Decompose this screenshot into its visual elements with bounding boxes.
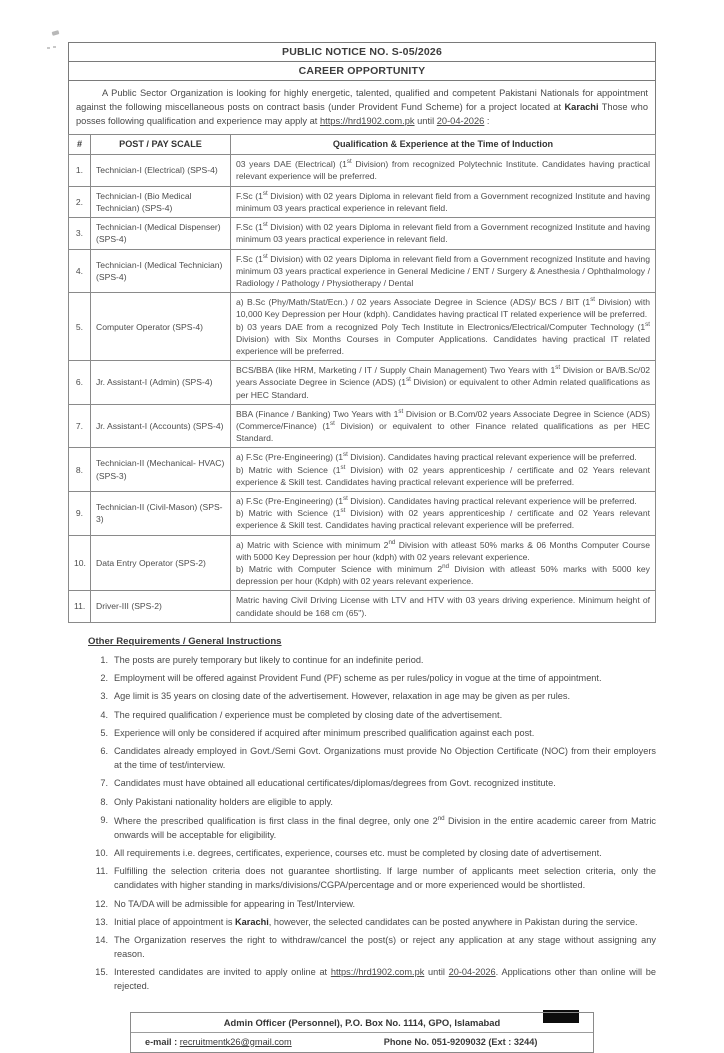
table-row xyxy=(69,218,656,249)
scan-artifact-dot-left xyxy=(47,47,50,49)
scan-artifact-dot-right xyxy=(53,46,56,48)
row-post-title: Jr. Assistant-I (Accounts) (SPS-4) xyxy=(91,404,231,448)
requirement-text: No TA/DA will be admissible for appearing in Test/Interview. xyxy=(114,898,356,909)
requirement-text: All requirements i.e. degrees, certificates, experience, courses etc. must be completed by closing date of advertisement. xyxy=(114,848,602,859)
requirement-item xyxy=(88,847,656,861)
row-post-title: Technician-I (Bio Medical Technician) (SPS-4) xyxy=(91,186,231,217)
requirement-number: 11. xyxy=(95,866,108,877)
col-header-qualification: Qualification & Experience at the Time of Induction xyxy=(231,135,656,155)
requirement-number: 5. xyxy=(100,727,108,738)
col-header-post: POST / PAY SCALE xyxy=(91,135,231,155)
requirement-item xyxy=(88,814,656,843)
requirement-text: Age limit is 35 years on closing date of the advertisement. However, relaxation in age may be given as per rules. xyxy=(114,691,571,702)
row-number: 11. xyxy=(69,591,91,622)
requirement-number: 2. xyxy=(100,673,108,684)
row-number: 5. xyxy=(69,293,91,361)
requirement-item xyxy=(88,727,656,741)
requirement-item xyxy=(88,709,656,723)
requirement-number: 14. xyxy=(95,935,108,946)
intro-location: Karachi xyxy=(564,102,599,113)
row-post-title: Technician-II (Civil-Mason) (SPS-3) xyxy=(91,491,231,535)
requirement-number: 15. xyxy=(95,967,108,978)
row-qualification: F.Sc (1st Division) with 02 years Diploma in relevant field from a Government recognized Institute and having minimum 03 years practical experience in relevant field. xyxy=(231,186,656,217)
table-header-row xyxy=(69,135,656,155)
intro-text-part1: A Public Sector Organization is looking for highly energetic, talented, qualified and competent Pakistani Nationals for appointment against the following miscellaneous posts on contract basis (under Provident Fund Scheme) for a project located at xyxy=(76,88,648,113)
table-row xyxy=(69,535,656,591)
table-row xyxy=(69,293,656,361)
row-qualification: BBA (Finance / Banking) Two Years with 1st Division or B.Com/02 years Associate Degree in Science (ADS) (Commerce/Finance) (1st Division) or equivalent to other Finance related qualifications as per HEC Standard. xyxy=(231,404,656,448)
contact-footer-box xyxy=(130,1012,594,1053)
row-post-title: Technician-II (Mechanical- HVAC) (SPS-3) xyxy=(91,448,231,492)
contact-address: Admin Officer (Personnel), P.O. Box No. 1114, GPO, Islamabad xyxy=(131,1013,593,1033)
requirement-item xyxy=(88,777,656,791)
table-row xyxy=(69,249,656,293)
contact-email-address[interactable]: recruitmentk26@gmail.com xyxy=(179,1036,292,1047)
requirement-text: Candidates must have obtained all educational certificates/diplomas/degrees from Govt. recognized institute. xyxy=(114,778,556,789)
intro-text-part3: until xyxy=(414,116,437,127)
requirement-item xyxy=(88,690,656,704)
table-row xyxy=(69,186,656,217)
requirement-number: 13. xyxy=(95,916,108,927)
email-label: e-mail : xyxy=(145,1036,180,1047)
requirement-text: Experience will only be considered if acquired after minimum prescribed qualification against each post. xyxy=(114,727,535,738)
row-post-title: Driver-III (SPS-2) xyxy=(91,591,231,622)
row-number: 3. xyxy=(69,218,91,249)
requirement-number: 3. xyxy=(100,691,108,702)
posts-table xyxy=(68,134,656,622)
intro-text-part2: Those who posses following qualification and experience may apply at xyxy=(76,102,648,127)
intro-text-part4: : xyxy=(484,116,490,127)
row-post-title: Jr. Assistant-I (Admin) (SPS-4) xyxy=(91,361,231,405)
requirement-number: 1. xyxy=(100,654,108,665)
requirement-text: Fulfilling the selection criteria does not guarantee shortlisting. If large number of applicants meet selection criteria, only the candidates with higher standing in marks/divisions/CGPA/percentage and or more experienced would be shortlisted. xyxy=(114,866,656,891)
requirement-number: 12. xyxy=(95,898,108,909)
requirement-item xyxy=(88,966,656,994)
requirement-item xyxy=(88,898,656,912)
posts-table-body xyxy=(69,155,656,623)
requirement-text: Interested candidates are invited to apply online at https://hrd1902.com.pk until 20-04-2026. Applications other than online will be rejected. xyxy=(114,967,656,991)
requirement-number: 9. xyxy=(100,814,108,825)
row-number: 10. xyxy=(69,535,91,591)
requirement-item xyxy=(88,934,656,962)
requirement-item xyxy=(88,745,656,773)
row-qualification: Matric having Civil Driving License with LTV and HTV with 03 years driving experience. Minimum height of candidate should be 168 cm (65"). xyxy=(231,591,656,622)
other-requirements-list xyxy=(88,654,656,994)
row-qualification: F.Sc (1st Division) with 02 years Diploma in relevant field from a Government recognized Institute and having minimum 03 years practical experience in General Medicine / ENT / Surgery & Anesthesia / Ophthalmology / Radiology / Pathology / Physiotherapy / Dental xyxy=(231,249,656,293)
requirement-text: Employment will be offered against Provident Fund (PF) scheme as per rules/policy in vogue at the time of appointment. xyxy=(114,673,602,684)
other-requirements-section xyxy=(68,636,656,994)
row-post-title: Technician-I (Medical Dispenser) (SPS-4) xyxy=(91,218,231,249)
table-row xyxy=(69,361,656,405)
table-row xyxy=(69,155,656,186)
requirement-number: 10. xyxy=(95,848,108,859)
row-number: 9. xyxy=(69,491,91,535)
other-requirements-title: Other Requirements / General Instructions xyxy=(88,635,282,647)
requirement-item xyxy=(88,796,656,810)
requirement-item xyxy=(88,672,656,686)
notice-number: PUBLIC NOTICE NO. S-05/2026 xyxy=(69,43,655,62)
row-number: 8. xyxy=(69,448,91,492)
requirement-text: Only Pakistani nationality holders are eligible to apply. xyxy=(114,796,333,807)
requirement-item xyxy=(88,654,656,668)
requirement-item xyxy=(88,865,656,893)
application-url-link[interactable]: https://hrd1902.com.pk xyxy=(319,116,415,127)
contact-email-block xyxy=(145,1037,384,1047)
row-qualification: a) F.Sc (Pre-Engineering) (1st Division). Candidates having practical relevant experience will be preferred. b) Matric with Science (1st Division) with 02 years apprenticeship / certificate and 02 Years relevant experience & Skill test. Candidates having practical relevant experience will be preferred. xyxy=(231,491,656,535)
scan-artifact-smudge xyxy=(52,30,60,36)
notice-subtitle: CAREER OPPORTUNITY xyxy=(69,62,655,81)
requirement-text: Candidates already employed in Govt./Semi Govt. Organizations must provide No Objection Certificate (NOC) from their employers at the time of test/interview. xyxy=(114,746,656,771)
notice-title-box xyxy=(68,42,656,81)
intro-deadline: 20-04-2026 xyxy=(436,116,485,127)
requirement-number: 8. xyxy=(100,796,108,807)
intro-paragraph xyxy=(68,81,656,134)
row-number: 1. xyxy=(69,155,91,186)
row-number: 2. xyxy=(69,186,91,217)
requirement-item xyxy=(88,916,656,930)
row-post-title: Technician-I (Electrical) (SPS-4) xyxy=(91,155,231,186)
table-row xyxy=(69,591,656,622)
requirement-text: Where the prescribed qualification is first class in the final degree, only one 2nd Division in the entire academic career from Matric onwards will be acceptable for eligibility. xyxy=(114,814,656,840)
row-qualification: a) B.Sc (Phy/Math/Stat/Ecn.) / 02 years Associate Degree in Science (ADS)/ BCS / BIT (1st Division) with 10,000 Key Depression per Hour (kdph). Candidates having practical IT related experience will be preferred. b) 03 years DAE from a recognized Poly Tech Institute in Electronics/Electrical/Computer Technology (1st Division) with Six Months Courses in Computer Applications. Candidates having practical IT related experience will be preferred. xyxy=(231,293,656,361)
requirement-number: 7. xyxy=(100,778,108,789)
row-post-title: Data Entry Operator (SPS-2) xyxy=(91,535,231,591)
requirement-text: The Organization reserves the right to withdraw/cancel the post(s) or reject any application at any stage without assigning any reason. xyxy=(114,935,656,959)
row-qualification: a) Matric with Science with minimum 2nd Division with atleast 50% marks & 06 Months Computer Course with 5000 Key Depression per hour (kdph) with 02 years relevant experience. b) Matric with Computer Science with minimum 2nd Division with atleast 50% marks with 5000 key depression per hour (Kdph) with 02 years relevant experience. xyxy=(231,535,656,591)
requirement-text: The posts are purely temporary but likely to continue for an indefinite period. xyxy=(114,654,424,665)
requirement-number: 4. xyxy=(100,709,108,720)
requirement-text: Initial place of appointment is Karachi, however, the selected candidates can be posted anywhere in Pakistan during the service. xyxy=(114,916,638,927)
contact-phone: Phone No. 051-9209032 (Ext : 3244) xyxy=(383,1036,538,1047)
requirement-number: 6. xyxy=(100,746,108,757)
row-post-title: Technician-I (Medical Technician) (SPS-4) xyxy=(91,249,231,293)
row-qualification: F.Sc (1st Division) with 02 years Diploma in relevant field from a Government recognized Institute and having minimum 03 years practical experience in relevant field. xyxy=(231,218,656,249)
posts-table-head xyxy=(69,135,656,155)
row-post-title: Computer Operator (SPS-4) xyxy=(91,293,231,361)
col-header-number: # xyxy=(69,135,91,155)
row-qualification: BCS/BBA (like HRM, Marketing / IT / Supply Chain Management) Two Years with 1st Division or BA/B.Sc/02 years Associate Degree in Science (ADS) (1st Division) or equivalent to other Admin related qualifications as per HEC Standard. xyxy=(231,361,656,405)
requirement-text: The required qualification / experience must be completed by closing date of the advertisement. xyxy=(114,709,503,720)
row-qualification: a) F.Sc (Pre-Engineering) (1st Division). Candidates having practical relevant experience will be preferred. b) Matric with Science (1st Division) with 02 years apprenticeship / certificate and 02 Years relevant experience & Skill test. Candidates having practical relevant experience will be preferred. xyxy=(231,448,656,492)
table-row xyxy=(69,491,656,535)
table-row xyxy=(69,404,656,448)
row-number: 7. xyxy=(69,404,91,448)
row-qualification: 03 years DAE (Electrical) (1st Division) from recognized Polytechnic Institute. Candidates having practical relevant experience will be preferred. xyxy=(231,155,656,186)
notice-document xyxy=(68,42,656,1053)
row-number: 4. xyxy=(69,249,91,293)
row-number: 6. xyxy=(69,361,91,405)
table-row xyxy=(69,448,656,492)
contact-details-row xyxy=(131,1033,593,1052)
